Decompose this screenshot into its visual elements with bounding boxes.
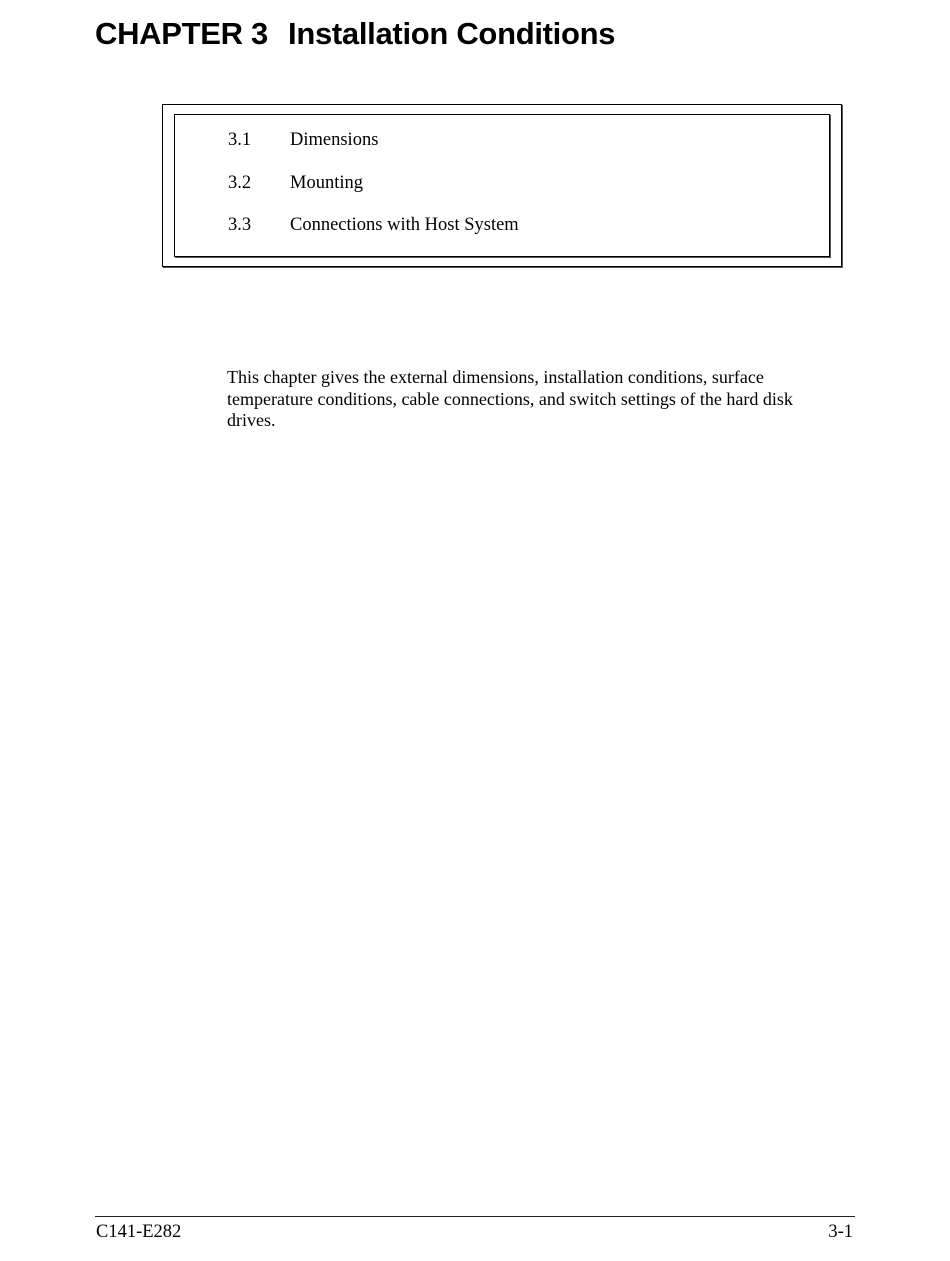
footer-doc-id: C141-E282 xyxy=(96,1222,182,1242)
chapter-number: CHAPTER 3 xyxy=(95,16,268,51)
toc-title: Connections with Host System xyxy=(290,215,519,235)
toc-number: 3.2 xyxy=(228,173,252,193)
intro-paragraph: This chapter gives the external dimensions, installation conditions, surface temperature conditions, cable connections, and switch settings of the hard disk drives. xyxy=(227,367,793,430)
toc-item xyxy=(228,130,378,151)
toc-item xyxy=(228,173,363,194)
footer-page-number: 3-1 xyxy=(828,1222,853,1242)
chapter-title xyxy=(95,16,615,52)
toc-number: 3.3 xyxy=(228,215,252,235)
toc-title: Mounting xyxy=(290,173,363,193)
footer-divider xyxy=(95,1216,855,1217)
toc-title: Dimensions xyxy=(290,130,379,150)
toc-item xyxy=(228,215,519,236)
toc-number: 3.1 xyxy=(228,130,252,150)
chapter-name: Installation Conditions xyxy=(288,16,616,51)
